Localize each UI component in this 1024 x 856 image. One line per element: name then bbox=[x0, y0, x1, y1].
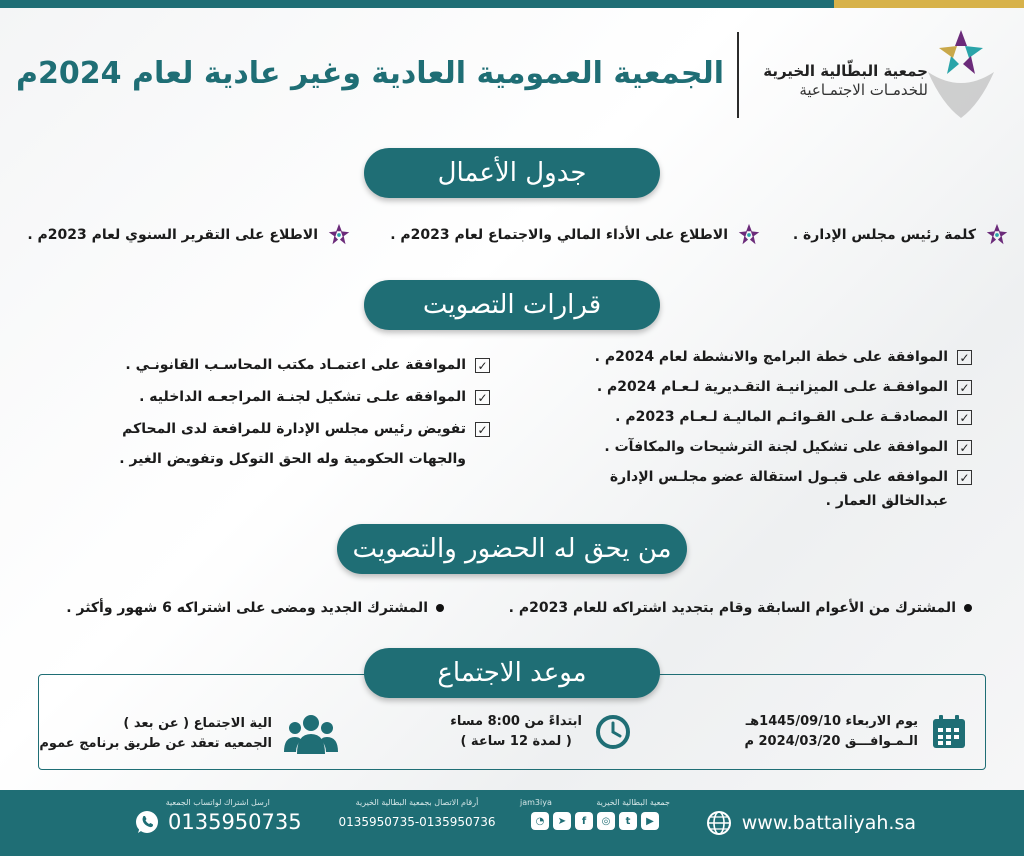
social-caption: جمعية البطالية الخيرية bbox=[596, 798, 670, 807]
org-name bbox=[763, 62, 928, 100]
footer bbox=[0, 790, 1024, 856]
top-bar-accent bbox=[834, 0, 1024, 8]
contacts-block bbox=[334, 798, 500, 829]
checkbox-icon: ✓ bbox=[957, 470, 972, 485]
voting-list-left bbox=[119, 356, 490, 480]
voting-heading: قرارات التصويت bbox=[364, 280, 660, 330]
social-block bbox=[520, 798, 670, 830]
agenda-item-3 bbox=[27, 222, 352, 248]
facebook-icon[interactable]: f bbox=[575, 812, 593, 830]
agenda-heading: جدول الأعمال bbox=[364, 148, 660, 198]
meeting-date: يوم الاربعاء 1445/09/10هـ الـمـوافـــق 2024/03/20 م bbox=[744, 712, 968, 752]
org-name-line1: جمعية البطّالية الخيرية bbox=[763, 62, 928, 80]
instagram-icon[interactable]: ◎ bbox=[597, 812, 615, 830]
header-divider bbox=[737, 32, 739, 118]
logo-icon bbox=[920, 24, 1002, 120]
twitter-icon[interactable]: t bbox=[619, 812, 637, 830]
voting-item: ✓ تفويض رئيس مجلس الإدارة للمرافعة لدى المحاكم والجهات الحكومية وله الحق التوكل وتفويض الغير . bbox=[119, 420, 490, 468]
checkbox-icon: ✓ bbox=[957, 380, 972, 395]
agenda-item-2 bbox=[390, 222, 762, 248]
contacts-numbers[interactable]: 0135950735-0135950736 bbox=[338, 815, 496, 829]
clock-icon bbox=[594, 713, 632, 751]
bullet-icon bbox=[436, 604, 444, 612]
voting-item: ✓ الموافقـة علـى الميزانيـة التقـديرية لـعـام 2024م . bbox=[595, 378, 972, 396]
eligibility-heading: من يحق له الحضور والتصويت bbox=[337, 524, 687, 574]
checkbox-icon: ✓ bbox=[957, 410, 972, 425]
logo-star-icon bbox=[984, 222, 1010, 248]
org-name-line2: للخدمـات الاجتمـاعية bbox=[799, 81, 928, 99]
website[interactable] bbox=[706, 810, 916, 836]
voting-item: ✓ الموافقه على قبـول استقالة عضو مجلـس الإدارة عبدالخالق العمار . bbox=[595, 468, 972, 510]
logo-star-icon bbox=[736, 222, 762, 248]
social-icons bbox=[520, 812, 670, 830]
top-bar bbox=[0, 0, 1024, 8]
voting-item: ✓ الموافقه علـى تشكيل لجنـة المراجعـه الداخليه . bbox=[119, 388, 490, 406]
voting-item: ✓ الموافقة على خطة البرامج والانشطة لعام 2024م . bbox=[595, 348, 972, 366]
whatsapp-caption: ارسل اشتراك لواتساب الجمعية bbox=[165, 798, 270, 807]
voting-item: ✓ الموافقة على اعتمـاد مكتب المحاسـب القانونـي . bbox=[119, 356, 490, 374]
calendar-icon bbox=[930, 713, 968, 751]
checkbox-icon: ✓ bbox=[475, 390, 490, 405]
eligibility-item-2: المشترك الجديد ومضى على اشتراكه 6 شهور وأكثر . bbox=[66, 600, 444, 616]
voting-item: ✓ الموافقة على تشكيل لجنة الترشيحات والمكافآت . bbox=[595, 438, 972, 456]
checkbox-icon: ✓ bbox=[475, 358, 490, 373]
checkbox-icon: ✓ bbox=[957, 440, 972, 455]
page-title: الجمعية العمومية العادية وغير عادية لعام 2024م bbox=[16, 56, 724, 91]
website-url: www.battaliyah.sa bbox=[741, 812, 916, 834]
agenda-item-text: الاطلاع على التقرير السنوي لعام 2023م . bbox=[27, 227, 318, 243]
whatsapp-icon bbox=[134, 809, 160, 835]
social-handle: jam3iya bbox=[520, 798, 552, 807]
agenda-item-text: الاطلاع على الأداء المالي والاجتماع لعام 2023م . bbox=[390, 227, 728, 243]
whatsapp-number[interactable]: 0135950735 bbox=[168, 810, 302, 834]
bullet-icon bbox=[964, 604, 972, 612]
contacts-caption: أرقام الاتصال بجمعية البطالية الخيرية bbox=[355, 798, 479, 807]
logo-star-icon bbox=[326, 222, 352, 248]
agenda-item-text: كلمة رئيس مجلس الإدارة . bbox=[792, 227, 976, 243]
checkbox-icon: ✓ bbox=[957, 350, 972, 365]
voting-item: ✓ المصادقـة علـى القـوائـم الماليـة لـعـام 2023م . bbox=[595, 408, 972, 426]
meeting-mode: الية الاجتماع ( عن بعد ) الجمعيه تعقد عن طريق برنامج عموم bbox=[39, 712, 338, 756]
agenda-item-1 bbox=[793, 222, 1010, 248]
eligibility-item-1: المشترك من الأعوام السابقة وقام بتجديد اشتراكه للعام 2023م . bbox=[509, 600, 972, 616]
checkbox-icon: ✓ bbox=[475, 422, 490, 437]
whatsapp-block bbox=[134, 798, 302, 835]
telegram-icon[interactable]: ➤ bbox=[553, 812, 571, 830]
header bbox=[0, 20, 1024, 130]
people-icon bbox=[284, 712, 338, 756]
globe-icon bbox=[706, 810, 732, 836]
voting-list-right bbox=[595, 348, 972, 522]
meeting-time: ابتداءً من 8:00 مساء ( لمدة 12 ساعة ) bbox=[450, 712, 632, 752]
youtube-icon[interactable]: ▶ bbox=[641, 812, 659, 830]
snapchat-icon[interactable]: ◔ bbox=[531, 812, 549, 830]
meeting-heading: موعد الاجتماع bbox=[364, 648, 660, 698]
